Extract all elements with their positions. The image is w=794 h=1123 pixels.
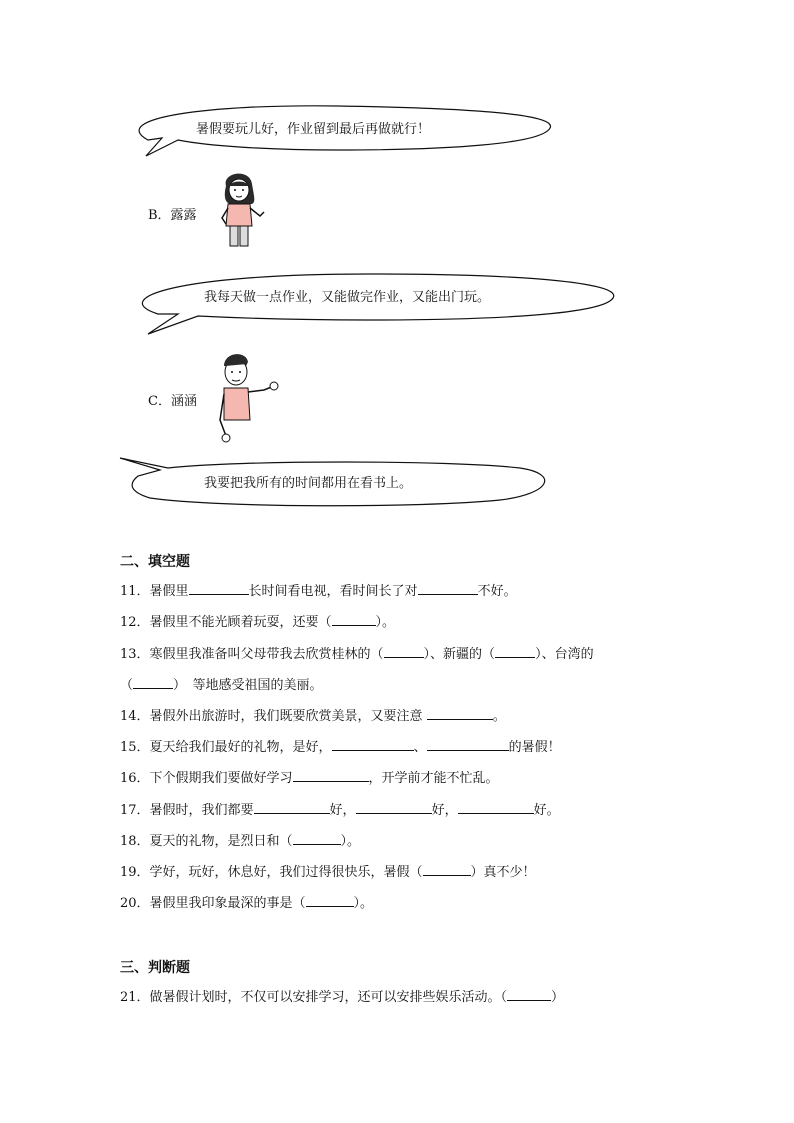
answer-blank[interactable] (418, 582, 478, 595)
girl-figure (212, 168, 268, 252)
question-11: 11．暑假里 长时间看电视，看时间长了对 不好。 (120, 584, 517, 599)
speech-bubble-2 (118, 268, 618, 338)
answer-blank[interactable] (254, 801, 330, 814)
question-18: 18．夏天的礼物，是烈日和（ ）。 (120, 834, 361, 849)
answer-blank[interactable] (384, 645, 424, 658)
question-21: 21．做暑假计划时，不仅可以安排学习，还可以安排些娱乐活动。（ ） (120, 990, 565, 1005)
answer-blank[interactable] (458, 801, 534, 814)
question-16: 16．下个假期我们要做好学习 ，开学前才能不忙乱。 (120, 771, 499, 786)
option-b-label: B．露露 (148, 208, 197, 223)
answer-blank[interactable] (356, 801, 432, 814)
answer-blank[interactable] (133, 676, 173, 689)
question-15: 15．夏天给我们最好的礼物，是好， 、 的暑假！ (120, 740, 561, 755)
answer-blank[interactable] (507, 988, 551, 1001)
speech-bubble-1 (118, 100, 558, 160)
question-12: 12．暑假里不能光顾着玩耍，还要（ ）。 (120, 615, 396, 630)
section-title-judge: 三、判断题 (120, 960, 190, 976)
question-19: 19．学好，玩好，休息好，我们过得很快乐，暑假（ ）真不少！ (120, 865, 536, 880)
answer-blank[interactable] (332, 738, 414, 751)
answer-blank[interactable] (293, 769, 369, 782)
section-title-fill: 二、填空题 (120, 554, 190, 570)
question-13: 13．寒假里我准备叫父母带我去欣赏桂林的（ ）、新疆的（ ）、台湾的 (120, 647, 594, 662)
boy-figure (212, 350, 284, 446)
option-c-label: C．涵涵 (148, 394, 197, 409)
bubble-text: 我每天做一点作业，又能做完作业，又能出门玩。 (204, 290, 491, 305)
answer-blank[interactable] (293, 832, 341, 845)
boy-illustration-icon (212, 350, 284, 446)
question-20: 20．暑假里我印象最深的事是（ ）。 (120, 896, 374, 911)
speech-bubble-3 (120, 454, 550, 510)
answer-blank[interactable] (332, 613, 376, 626)
bubble-text: 我要把我所有的时间都用在看书上。 (204, 476, 413, 491)
answer-blank[interactable] (306, 894, 354, 907)
answer-blank[interactable] (427, 707, 493, 720)
answer-blank[interactable] (189, 582, 249, 595)
answer-blank[interactable] (495, 645, 535, 658)
bubble-text: 暑假要玩儿好，作业留到最后再做就行！ (196, 122, 431, 137)
answer-blank[interactable] (423, 863, 471, 876)
question-14: 14．暑假外出旅游时，我们既要欣赏美景，又要注意 。 (120, 709, 506, 724)
question-13-continued: （ ） 等地感受祖国的美丽。 (120, 678, 323, 693)
answer-blank[interactable] (427, 738, 509, 751)
girl-illustration-icon (212, 168, 268, 252)
question-17: 17．暑假时，我们都要 好， 好， 好。 (120, 803, 560, 818)
